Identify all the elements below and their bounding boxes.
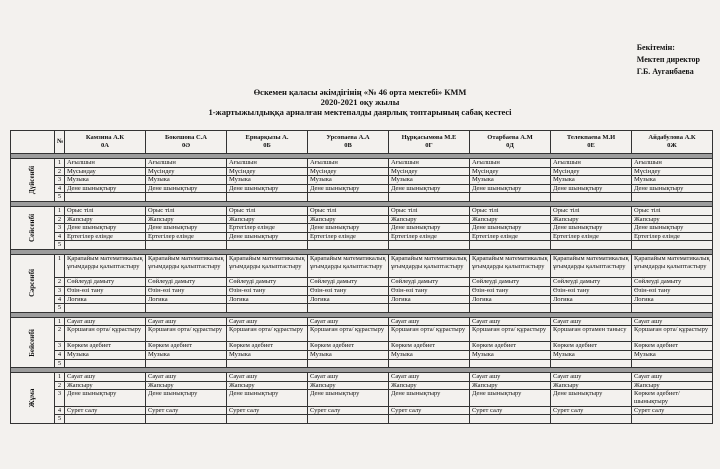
lesson-cell xyxy=(470,304,551,313)
lesson-cell xyxy=(65,415,146,424)
lesson-cell: Қарапайым математикалық ұғымдарды қалыптастыру xyxy=(551,254,632,278)
schedule-table xyxy=(10,130,713,424)
lesson-number: 2 xyxy=(55,278,65,287)
lesson-cell: Логика xyxy=(389,295,470,304)
lesson-cell xyxy=(389,193,470,202)
lesson-cell: Логика xyxy=(146,295,227,304)
lesson-cell: Дене шынықтыру xyxy=(470,390,551,406)
lesson-cell: Өзін-өзі тану xyxy=(65,287,146,296)
lesson-cell: Сауат ашу xyxy=(632,317,713,326)
lesson-cell: Орыс тілі xyxy=(551,206,632,215)
lesson-cell: Мүсіндеу xyxy=(146,167,227,176)
lesson-cell xyxy=(308,304,389,313)
lesson-cell: Сөйлеуді дамыту xyxy=(632,278,713,287)
lesson-cell: Жапсыру xyxy=(632,215,713,224)
lesson-cell: Жапсыру xyxy=(227,381,308,390)
lesson-number: 2 xyxy=(55,381,65,390)
lesson-cell: Сөйлеуді дамыту xyxy=(470,278,551,287)
lesson-cell: Сауат ашу xyxy=(308,373,389,382)
heading-year: 2020-2021 оқу жылы xyxy=(320,97,400,107)
lesson-cell xyxy=(146,304,227,313)
day-label xyxy=(11,373,55,424)
lesson-cell: Ағылшын xyxy=(65,159,146,168)
lesson-cell xyxy=(146,241,227,250)
lesson-cell: Қарапайым математикалық ұғымдарды қалыптастыру xyxy=(389,254,470,278)
lesson-cell: Сурет салу xyxy=(146,406,227,415)
lesson-cell xyxy=(146,415,227,424)
lesson-number: 1 xyxy=(55,317,65,326)
lesson-cell: Сөйлеуді дамыту xyxy=(389,278,470,287)
lesson-cell: Музыка xyxy=(65,176,146,185)
lesson-cell: Логика xyxy=(65,295,146,304)
day-header xyxy=(11,131,55,154)
approval-line-3: Г.Б. Ауганбаева xyxy=(636,67,694,76)
lesson-cell xyxy=(551,415,632,424)
lesson-number: 4 xyxy=(55,184,65,193)
lesson-cell: Мүсіндеу xyxy=(227,167,308,176)
lesson-cell: Орыс тілі xyxy=(470,206,551,215)
lesson-cell: Өзін-өзі тану xyxy=(389,287,470,296)
lesson-cell: Жапсыру xyxy=(470,381,551,390)
lesson-cell: Қоршаған орта/ құрастыру xyxy=(308,326,389,342)
day-name: Сейсенбі xyxy=(27,213,36,242)
lesson-cell: Сауат ашу xyxy=(389,373,470,382)
lesson-row xyxy=(11,287,713,296)
class-header: Нұрқасымова М.Е 0Г xyxy=(389,131,470,154)
class-header: Камзина А.К 0А xyxy=(65,131,146,154)
lesson-cell: Сауат ашу xyxy=(227,373,308,382)
lesson-cell: Музыка xyxy=(632,176,713,185)
lesson-cell xyxy=(389,359,470,368)
lesson-cell: Сауат ашу xyxy=(632,373,713,382)
lesson-cell: Музыка xyxy=(470,176,551,185)
lesson-cell: Сурет салу xyxy=(227,406,308,415)
lesson-cell: Ағылшын xyxy=(308,159,389,168)
lesson-cell: Мүсіндеу xyxy=(470,167,551,176)
lesson-cell: Көркем әдебиет xyxy=(65,342,146,351)
lesson-cell: Мусындау xyxy=(65,167,146,176)
lesson-cell: Мүсіндеу xyxy=(632,167,713,176)
lesson-row xyxy=(11,359,713,368)
lesson-cell: Ағылшын xyxy=(146,159,227,168)
lesson-cell: Қоршаған орта/ құрастыру xyxy=(389,326,470,342)
lesson-cell: Орыс тілі xyxy=(146,206,227,215)
lesson-cell xyxy=(632,241,713,250)
lesson-cell: Жапсыру xyxy=(632,381,713,390)
lesson-cell: Көркем әдебиет xyxy=(227,342,308,351)
lesson-number: 2 xyxy=(55,167,65,176)
lesson-number: 2 xyxy=(55,215,65,224)
lesson-cell: Қоршаған орта/ құрастыру xyxy=(146,326,227,342)
approval-stamp xyxy=(637,42,700,78)
class-header: Телекпаева М.И 0Е xyxy=(551,131,632,154)
lesson-cell: Көркем әдебиет xyxy=(146,342,227,351)
lesson-cell: Ертегілер елінде xyxy=(146,232,227,241)
lesson-cell: Музыка xyxy=(146,351,227,360)
lesson-cell: Қоршаған орта/ құрастыру xyxy=(632,326,713,342)
lesson-row xyxy=(11,304,713,313)
lesson-cell: Ертегілер елінде xyxy=(65,232,146,241)
lesson-cell xyxy=(632,193,713,202)
lesson-row xyxy=(11,159,713,168)
lesson-cell: Мүсіндеу xyxy=(551,167,632,176)
lesson-cell: Мүсіндеу xyxy=(308,167,389,176)
lesson-cell: Дене шынықтыру xyxy=(146,390,227,406)
lesson-number: 5 xyxy=(55,415,65,424)
lesson-cell: Дене шынықтыру xyxy=(146,184,227,193)
lesson-cell: Сауат ашу xyxy=(65,373,146,382)
lesson-cell: Сауат ашу xyxy=(470,317,551,326)
lesson-cell xyxy=(551,304,632,313)
lesson-cell: Логика xyxy=(470,295,551,304)
lesson-cell: Қоршаған ортамен таныcу xyxy=(551,326,632,342)
lesson-cell: Дене шынықтыру xyxy=(389,184,470,193)
day-name: Сәрсенбі xyxy=(27,269,36,298)
lesson-cell: Дене шынықтыру xyxy=(470,224,551,233)
lesson-cell xyxy=(632,359,713,368)
lesson-cell: Жапсыру xyxy=(308,381,389,390)
lesson-row xyxy=(11,415,713,424)
lesson-cell: Мүсіндеу xyxy=(389,167,470,176)
lesson-cell: Музыка xyxy=(632,351,713,360)
lesson-cell xyxy=(65,304,146,313)
lesson-cell: Сауат ашу xyxy=(551,373,632,382)
lesson-cell: Орыс тілі xyxy=(65,206,146,215)
lesson-cell xyxy=(551,359,632,368)
lesson-cell xyxy=(227,359,308,368)
lesson-cell: Жапсыру xyxy=(146,215,227,224)
day-name: Жұма xyxy=(27,388,36,408)
lesson-cell xyxy=(227,241,308,250)
lesson-cell xyxy=(308,359,389,368)
lesson-cell: Көркем әдебиет xyxy=(470,342,551,351)
lesson-cell: Ағылшын xyxy=(389,159,470,168)
lesson-cell: Сауат ашу xyxy=(146,373,227,382)
lesson-cell xyxy=(227,304,308,313)
lesson-row xyxy=(11,176,713,185)
lesson-number: 1 xyxy=(55,254,65,278)
lesson-cell xyxy=(146,193,227,202)
lesson-cell: Жапсыру xyxy=(389,215,470,224)
lesson-cell: Дене шынықтыру xyxy=(470,184,551,193)
lesson-cell: Орыс тілі xyxy=(308,206,389,215)
lesson-cell: Сауат ашу xyxy=(470,373,551,382)
lesson-cell: Дене шынықтыру xyxy=(227,232,308,241)
heading-school: Өскемен қаласы әкімдігінің «№ 46 орта мектебі» КММ xyxy=(253,87,467,97)
lesson-cell: Қоршаған орта/ құрастыру xyxy=(65,326,146,342)
class-header: Бокешова С.А 0Ә xyxy=(146,131,227,154)
lesson-cell: Сауат ашу xyxy=(389,317,470,326)
lesson-cell: Қоршаған орта/ құрастыру xyxy=(470,326,551,342)
lesson-cell: Жапсыру xyxy=(227,215,308,224)
lesson-row xyxy=(11,295,713,304)
lesson-row xyxy=(11,232,713,241)
lesson-number: 3 xyxy=(55,287,65,296)
lesson-cell: Дене шынықтыру xyxy=(551,390,632,406)
lesson-number: 1 xyxy=(55,373,65,382)
lesson-row xyxy=(11,215,713,224)
lesson-cell: Сурет салу xyxy=(389,406,470,415)
day-label xyxy=(11,159,55,202)
lesson-cell: Сауат ашу xyxy=(227,317,308,326)
lesson-cell: Қоршаған орта/ құрастыру xyxy=(227,326,308,342)
lesson-cell: Музыка xyxy=(389,176,470,185)
lesson-cell: Сурет салу xyxy=(65,406,146,415)
lesson-row xyxy=(11,317,713,326)
lesson-cell: Дене шынықтыру xyxy=(227,390,308,406)
lesson-cell: Сауат ашу xyxy=(551,317,632,326)
lesson-cell: Көркем әдебиет xyxy=(308,342,389,351)
day-label xyxy=(11,254,55,312)
lesson-cell: Музыка xyxy=(146,176,227,185)
lesson-cell: Өзін-өзі тану xyxy=(470,287,551,296)
lesson-cell xyxy=(65,359,146,368)
lesson-cell: Өзін-өзі тану xyxy=(227,287,308,296)
lesson-cell: Сөйлеуді дамыту xyxy=(146,278,227,287)
lesson-cell xyxy=(146,359,227,368)
lesson-cell: Жапсыру xyxy=(470,215,551,224)
lesson-cell: Қарапайым математикалық ұғымдарды қалыптастыру xyxy=(308,254,389,278)
lesson-number: 3 xyxy=(55,224,65,233)
lesson-cell xyxy=(65,193,146,202)
lesson-cell: Логика xyxy=(308,295,389,304)
lesson-cell: Дене шынықтыру xyxy=(389,224,470,233)
header-row xyxy=(11,131,713,154)
lesson-number: 3 xyxy=(55,390,65,406)
lesson-cell: Жапсыру xyxy=(65,381,146,390)
lesson-cell: Қарапайым математикалық ұғымдарды қалыптастыру xyxy=(65,254,146,278)
lesson-cell xyxy=(389,415,470,424)
lesson-cell: Көркем әдебиет xyxy=(389,342,470,351)
lesson-cell: Музыка xyxy=(551,176,632,185)
lesson-row xyxy=(11,278,713,287)
day-name: Бейсенбі xyxy=(27,328,36,357)
lesson-cell: Музыка xyxy=(227,176,308,185)
class-header: Урсопаева А.А 0В xyxy=(308,131,389,154)
lesson-cell: Сурет салу xyxy=(470,406,551,415)
lesson-cell xyxy=(227,415,308,424)
lesson-cell: Қарапайым математикалық ұғымдарды қалыптастыру xyxy=(632,254,713,278)
lesson-number: 4 xyxy=(55,295,65,304)
lesson-cell: Сауат ашу xyxy=(65,317,146,326)
lesson-row xyxy=(11,193,713,202)
lesson-cell: Сауат ашу xyxy=(146,317,227,326)
lesson-cell: Жапсыру xyxy=(146,381,227,390)
lesson-cell: Сурет салу xyxy=(632,406,713,415)
lesson-cell: Дене шынықтыру xyxy=(308,184,389,193)
lesson-cell xyxy=(470,415,551,424)
lesson-cell: Жапсыру xyxy=(551,215,632,224)
lesson-cell: Орыс тілі xyxy=(632,206,713,215)
class-header: Ернарқызы А. 0Б xyxy=(227,131,308,154)
lesson-cell xyxy=(470,241,551,250)
lesson-cell xyxy=(308,241,389,250)
lesson-cell: Логика xyxy=(632,295,713,304)
lesson-cell xyxy=(470,359,551,368)
lesson-row xyxy=(11,390,713,406)
lesson-cell: Сөйлеуді дамыту xyxy=(65,278,146,287)
lesson-cell xyxy=(551,193,632,202)
lesson-cell: Логика xyxy=(227,295,308,304)
lesson-cell: Дене шынықтыру xyxy=(65,184,146,193)
lesson-number: 1 xyxy=(55,159,65,168)
day-label xyxy=(11,317,55,367)
lesson-cell: Ағылшын xyxy=(470,159,551,168)
num-header: № xyxy=(55,131,65,154)
lesson-number: 5 xyxy=(55,241,65,250)
lesson-cell: Сурет салу xyxy=(551,406,632,415)
lesson-number: 4 xyxy=(55,351,65,360)
lesson-row xyxy=(11,224,713,233)
lesson-cell: Сауат ашу xyxy=(308,317,389,326)
lesson-row xyxy=(11,373,713,382)
lesson-row xyxy=(11,406,713,415)
lesson-cell: Дене шынықтыру xyxy=(308,390,389,406)
lesson-cell xyxy=(632,304,713,313)
lesson-cell: Ертегілер елінде xyxy=(389,232,470,241)
lesson-cell: Ертегілер елінде xyxy=(551,232,632,241)
lesson-cell xyxy=(65,241,146,250)
lesson-cell: Қарапайым математикалық ұғымдарды қалыптастыру xyxy=(227,254,308,278)
lesson-cell: Ағылшын xyxy=(227,159,308,168)
lesson-cell: Дене шынықтыру xyxy=(551,224,632,233)
lesson-cell xyxy=(308,415,389,424)
lesson-cell: Музыка xyxy=(227,351,308,360)
lesson-cell: Музыка xyxy=(389,351,470,360)
lesson-cell: Ертегілер елінде xyxy=(470,232,551,241)
lesson-cell: Сөйлеуді дамыту xyxy=(227,278,308,287)
lesson-row xyxy=(11,241,713,250)
lesson-number: 5 xyxy=(55,359,65,368)
class-header: Айдабулова А.К 0Ж xyxy=(632,131,713,154)
lesson-cell xyxy=(389,241,470,250)
lesson-number: 3 xyxy=(55,176,65,185)
lesson-row xyxy=(11,351,713,360)
lesson-row xyxy=(11,342,713,351)
lesson-cell: Дене шынықтыру xyxy=(65,224,146,233)
lesson-cell: Ағылшын xyxy=(551,159,632,168)
lesson-cell xyxy=(470,193,551,202)
lesson-cell: Орыс тілі xyxy=(389,206,470,215)
lesson-cell: Қарапайым математикалық ұғымдарды қалыптастыру xyxy=(146,254,227,278)
lesson-cell: Ағылшын xyxy=(632,159,713,168)
lesson-cell xyxy=(389,304,470,313)
lesson-cell: Жапсыру xyxy=(551,381,632,390)
lesson-row xyxy=(11,381,713,390)
lesson-cell: Ертегілер елінде xyxy=(308,232,389,241)
lesson-cell: Өзін-өзі тану xyxy=(146,287,227,296)
lesson-cell: Дене шынықтыру xyxy=(389,390,470,406)
lesson-cell xyxy=(308,193,389,202)
lesson-number: 3 xyxy=(55,342,65,351)
lesson-cell: Дене шынықтыру xyxy=(632,224,713,233)
lesson-cell: Өзін-өзі тану xyxy=(308,287,389,296)
lesson-number: 4 xyxy=(55,406,65,415)
lesson-cell: Логика xyxy=(551,295,632,304)
lesson-number: 5 xyxy=(55,193,65,202)
lesson-cell: Музыка xyxy=(470,351,551,360)
lesson-cell: Ертегілер елінде xyxy=(632,232,713,241)
class-header: Отарбаева А.М 0Д xyxy=(470,131,551,154)
day-name: Дүйсенбі xyxy=(27,165,36,195)
lesson-cell: Көркем әдебиет/ шынықтыру xyxy=(632,390,713,406)
lesson-number: 2 xyxy=(55,326,65,342)
lesson-cell: Орыс тілі xyxy=(227,206,308,215)
lesson-cell: Дене шынықтыру xyxy=(632,184,713,193)
lesson-cell xyxy=(632,415,713,424)
lesson-row xyxy=(11,184,713,193)
lesson-cell: Сөйлеуді дамыту xyxy=(308,278,389,287)
approval-line-1: Бекітемін: xyxy=(636,43,675,52)
lesson-row xyxy=(11,206,713,215)
lesson-cell: Дене шынықтыру xyxy=(227,184,308,193)
lesson-row xyxy=(11,326,713,342)
lesson-cell: Дене шынықтыру xyxy=(308,224,389,233)
document-heading xyxy=(0,87,720,117)
lesson-cell: Сурет салу xyxy=(308,406,389,415)
lesson-cell: Дене шынықтыру xyxy=(146,224,227,233)
lesson-cell: Музыка xyxy=(551,351,632,360)
lesson-cell: Музыка xyxy=(65,351,146,360)
lesson-cell: Сөйлеуді дамыту xyxy=(551,278,632,287)
lesson-cell: Музыка xyxy=(308,351,389,360)
lesson-cell: Көркем әдебиет xyxy=(551,342,632,351)
lesson-cell: Өзін-өзі тану xyxy=(551,287,632,296)
lesson-cell xyxy=(551,241,632,250)
approval-line-2: Мектеп директор xyxy=(636,55,700,64)
lesson-cell: Дене шынықтыру xyxy=(65,390,146,406)
lesson-number: 5 xyxy=(55,304,65,313)
lesson-cell: Жапсыру xyxy=(389,381,470,390)
lesson-number: 4 xyxy=(55,232,65,241)
lesson-number: 1 xyxy=(55,206,65,215)
lesson-cell xyxy=(227,193,308,202)
lesson-cell: Дене шынықтыру xyxy=(551,184,632,193)
lesson-cell: Музыка xyxy=(308,176,389,185)
heading-title: 1-жартыжылдыққа арналған мектепалды даярлық топтарының сабақ кестесі xyxy=(208,107,512,117)
lesson-cell: Жапсыру xyxy=(65,215,146,224)
lesson-cell: Қарапайым математикалық ұғымдарды қалыптастыру xyxy=(470,254,551,278)
lesson-cell: Көркем әдебиет xyxy=(632,342,713,351)
lesson-row xyxy=(11,254,713,278)
lesson-cell: Ертегілер елінде xyxy=(227,224,308,233)
lesson-cell: Жапсыру xyxy=(308,215,389,224)
lesson-cell: Өзін-өзі тану xyxy=(632,287,713,296)
lesson-row xyxy=(11,167,713,176)
day-label xyxy=(11,206,55,249)
